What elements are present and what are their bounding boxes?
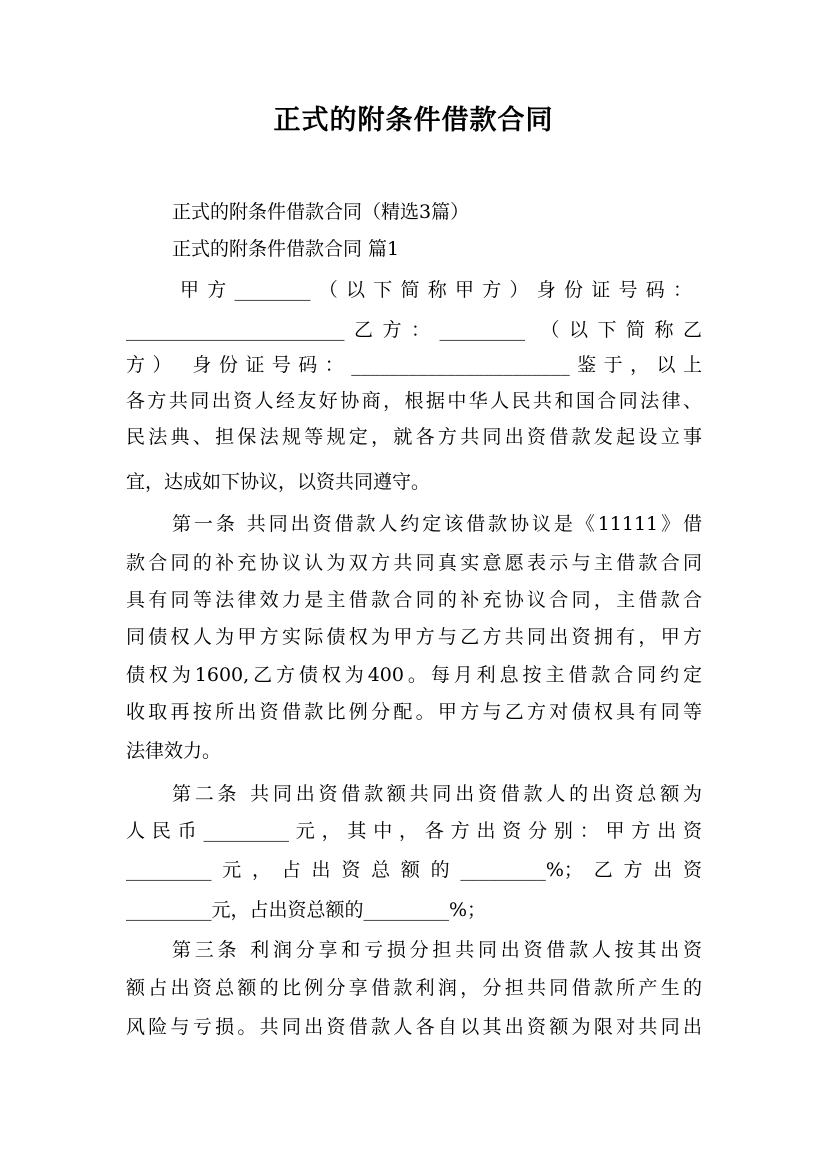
paragraph-line: 额占出资总额的比例分享借款利润，分担共同借款所产生的 [126,977,702,999]
paragraph-line: 同债权人为甲方实际债权为甲方与乙方共同出资拥有，甲方 [126,626,702,648]
paragraph-line: _________元，占出资总额的_________%； [126,899,487,921]
paragraph-line: 法律效力。 [126,740,222,762]
document-subtitle: 正式的附条件借款合同（精选3篇） [172,201,470,223]
paragraph-line: 款合同的补充协议认为双方共同真实意愿表示与主借款合同 [126,552,702,574]
paragraph-line: 民法典、担保法规等规定，就各方共同出资借款发起设立事 [126,426,702,448]
section-heading: 正式的附条件借款合同 篇1 [172,238,400,260]
paragraph-line: _________元，占出资总额的_________%；乙方出资 [126,859,702,881]
paragraph-line: 第二条 共同出资借款额共同出资借款人的出资总额为 [172,783,702,805]
paragraph-line: 第一条 共同出资借款人约定该借款协议是《11111》借 [172,513,702,535]
document-title: 正式的附条件借款合同 [273,105,554,136]
paragraph-line: 人民币_________元，其中，各方出资分别：甲方出资 [126,820,702,842]
paragraph-line: 具有同等法律效力是主借款合同的补充协议合同，主借款合 [126,589,702,611]
paragraph-line: 方） 身份证号码：_______________________鉴于，以上 [126,354,702,376]
paragraph-line: 各方共同出资人经友好协商，根据中华人民共和国合同法律、 [126,390,702,412]
paragraph-line: 甲方________（以下简称甲方）身份证号码： [180,279,692,301]
paragraph-line: 第三条 利润分享和亏损分担共同出资借款人按其出资 [172,939,702,961]
paragraph-line: 收取再按所出资借款比例分配。甲方与乙方对债权具有同等 [126,701,702,723]
paragraph-line: 宜，达成如下协议，以资共同遵守。 [126,471,431,493]
paragraph-line: 债权为1600,乙方债权为400。每月利息按主借款合同约定 [126,664,702,686]
paragraph-line: 风险与亏损。共同出资借款人各自以其出资额为限对共同出 [126,1016,702,1038]
paragraph-line: _______________________乙方：_________ （以下简称乙 [126,319,702,341]
